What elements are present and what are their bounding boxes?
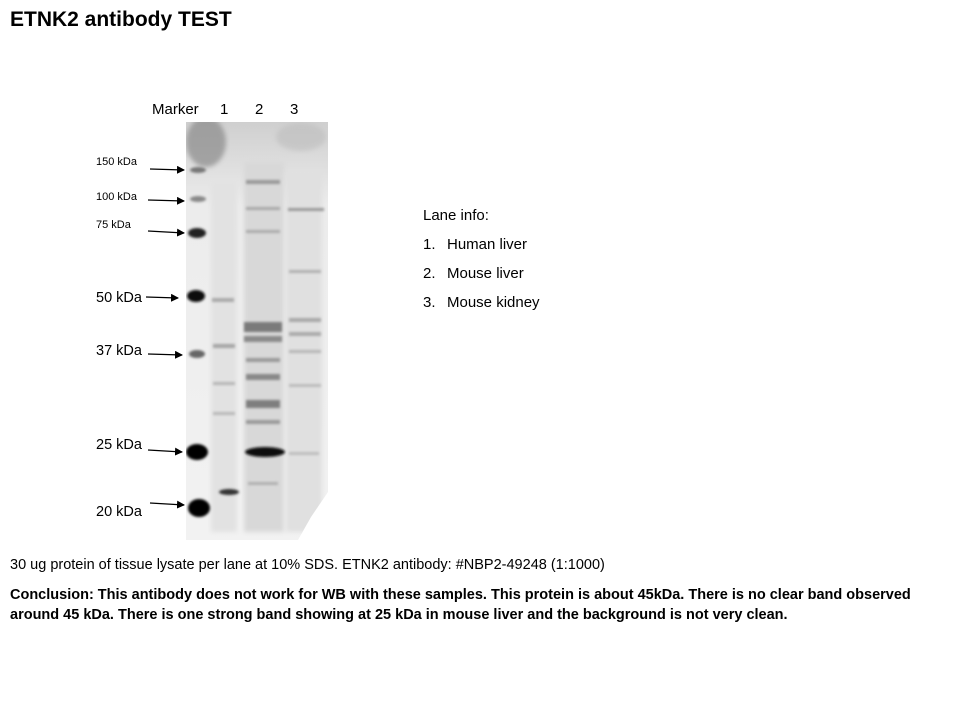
lane-info-item <box>423 265 540 294</box>
caption: 30 ug protein of tissue lysate per lane at 10% SDS. ETNK2 antibody: #NBP2-49248 (1:1000) <box>10 557 605 573</box>
arrow-50 <box>146 297 178 298</box>
lane-info-label: Mouse liver <box>447 265 524 282</box>
lane-label-1: 1 <box>220 101 229 118</box>
marker-label-25: 25 kDa <box>96 437 142 453</box>
marker-label-75: 75 kDa <box>96 219 131 231</box>
arrow-25 <box>148 450 182 452</box>
lane-label-marker: Marker <box>152 101 199 118</box>
arrow-37 <box>148 354 182 355</box>
marker-label-100: 100 kDa <box>96 191 137 203</box>
western-blot-image <box>186 122 328 540</box>
lane-info-number: 1. <box>423 236 436 253</box>
lane-info-label: Human liver <box>447 236 528 253</box>
lane-label-2: 2 <box>255 101 264 118</box>
lane-info-label: Mouse kidney <box>447 294 540 311</box>
lane-info-heading: Lane info: <box>423 207 489 224</box>
lane-info-number: 3. <box>423 294 436 311</box>
page-title: ETNK2 antibody TEST <box>10 8 232 31</box>
marker-label-50: 50 kDa <box>96 290 142 306</box>
arrow-75 <box>148 231 184 233</box>
lane-info-number: 2. <box>423 265 436 282</box>
marker-label-150: 150 kDa <box>96 156 137 168</box>
lane-info-item <box>423 294 540 323</box>
arrow-150 <box>150 169 184 170</box>
conclusion: Conclusion: This antibody does not work for WB with these samples. This protein is about 45kDa. There is no clear band observed around 45 kDa. There is one strong band showing at 25 kDa in mouse liver and the background is not very clean. <box>10 587 911 623</box>
lane-info <box>423 207 540 323</box>
arrow-100 <box>148 200 184 201</box>
lane-label-3: 3 <box>290 101 299 118</box>
arrow-20 <box>150 503 184 505</box>
marker-label-37: 37 kDa <box>96 343 142 359</box>
marker-label-20: 20 kDa <box>96 504 142 520</box>
lane-info-item <box>423 236 540 265</box>
